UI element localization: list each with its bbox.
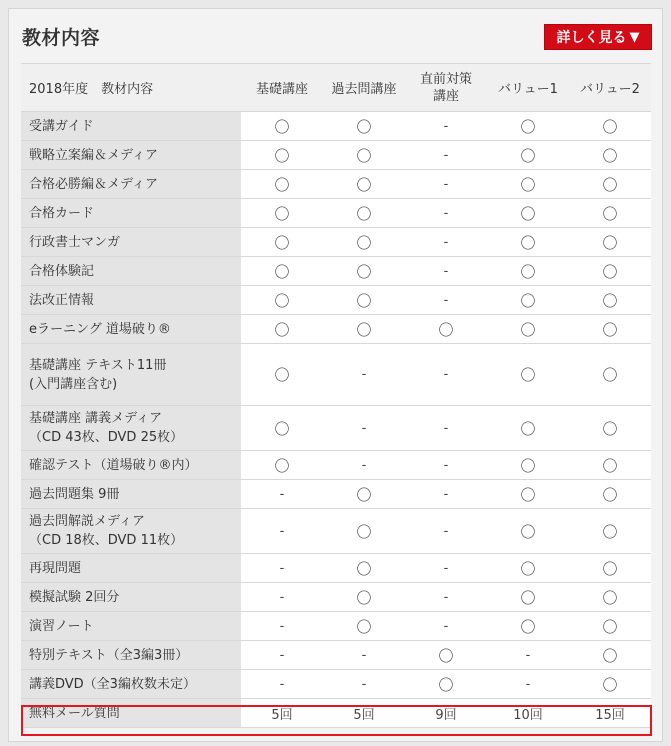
row-value: - [405,286,487,315]
table-row [21,451,651,480]
row-value: 〇 [569,612,651,641]
triangle-down-icon: ▼ [629,29,640,45]
row-value: 〇 [487,286,569,315]
row-value: 〇 [323,199,405,228]
row-value: 〇 [323,257,405,286]
row-value: 〇 [323,612,405,641]
row-value: - [405,228,487,257]
row-value: 〇 [487,228,569,257]
row-value: - [405,612,487,641]
row-value: 〇 [405,670,487,699]
table-header-row [21,64,651,112]
row-value: - [241,670,323,699]
row-value: 〇 [569,228,651,257]
row-value: 〇 [241,257,323,286]
row-value: - [405,509,487,554]
row-value: 〇 [323,480,405,509]
row-value: 〇 [241,112,323,141]
row-value: - [405,583,487,612]
row-value: 〇 [241,199,323,228]
table-row [21,170,651,199]
row-value: - [487,670,569,699]
table-row [21,480,651,509]
materials-panel [8,8,663,742]
row-value: 〇 [241,228,323,257]
row-value: 〇 [487,480,569,509]
table-row [21,406,651,451]
row-value: 〇 [323,583,405,612]
row-value: - [405,170,487,199]
row-value: 〇 [569,344,651,406]
row-value: 〇 [487,612,569,641]
row-value: 〇 [569,257,651,286]
row-value: 〇 [569,554,651,583]
row-value: 〇 [487,257,569,286]
row-value: 〇 [323,170,405,199]
row-label: 模擬試験 2回分 [21,583,241,612]
row-value: 〇 [241,141,323,170]
row-value: 〇 [487,315,569,344]
row-value: 〇 [487,141,569,170]
row-value: 〇 [487,406,569,451]
row-value: 〇 [569,583,651,612]
row-label: eラーニング 道場破り® [21,315,241,344]
row-value: - [241,554,323,583]
column-header: バリュー1 [487,64,569,112]
table-row [21,344,651,406]
table-row [21,583,651,612]
row-value: 15回 [569,699,651,728]
row-value: 5回 [241,699,323,728]
row-value: - [405,554,487,583]
row-value: 〇 [569,141,651,170]
row-label: 確認テスト（道場破り®内） [21,451,241,480]
row-value: 〇 [323,315,405,344]
row-value: 〇 [323,228,405,257]
row-value: 〇 [323,509,405,554]
row-value: - [241,480,323,509]
table-row [21,554,651,583]
row-label: 合格必勝編＆メディア [21,170,241,199]
column-header: バリュー2 [569,64,651,112]
row-value: 〇 [241,170,323,199]
row-value: - [405,112,487,141]
row-value: - [323,406,405,451]
row-value: 〇 [487,554,569,583]
table-row [21,228,651,257]
row-value: 〇 [487,170,569,199]
row-label: 講義DVD（全3編枚数未定） [21,670,241,699]
row-value: 〇 [569,451,651,480]
row-value: - [241,612,323,641]
row-value: - [323,451,405,480]
row-value: - [323,344,405,406]
table-row [21,641,651,670]
row-value: 〇 [487,583,569,612]
row-value: 〇 [487,199,569,228]
row-label: 過去問解説メディア （CD 18枚、DVD 11枚） [21,509,241,554]
row-label: 行政書士マンガ [21,228,241,257]
row-value: - [405,141,487,170]
row-value: 〇 [569,670,651,699]
row-value: 〇 [405,315,487,344]
table-row [21,699,651,728]
table-row [21,141,651,170]
row-value: 〇 [241,315,323,344]
row-label: 再現問題 [21,554,241,583]
row-value: - [405,480,487,509]
row-value: - [405,406,487,451]
column-header: 2018年度 教材内容 [21,64,241,112]
row-value: 〇 [487,112,569,141]
row-value: 5回 [323,699,405,728]
row-label: 基礎講座 テキスト11冊 (入門講座含む) [21,344,241,406]
row-value: 〇 [241,406,323,451]
row-value: - [323,641,405,670]
column-header: 基礎講座 [241,64,323,112]
row-value: 〇 [569,170,651,199]
row-value: 10回 [487,699,569,728]
row-value: - [323,670,405,699]
row-value: 〇 [323,141,405,170]
row-value: 9回 [405,699,487,728]
table-row [21,112,651,141]
row-value: - [405,199,487,228]
row-label: 合格体験記 [21,257,241,286]
table-row [21,509,651,554]
row-label: 基礎講座 講義メディア （CD 43枚、DVD 25枚） [21,406,241,451]
row-value: 〇 [487,509,569,554]
row-value: 〇 [569,199,651,228]
details-button[interactable] [544,24,652,50]
row-value: 〇 [323,554,405,583]
table-row [21,199,651,228]
row-value: - [405,257,487,286]
row-value: 〇 [487,451,569,480]
row-label: 受講ガイド [21,112,241,141]
row-value: 〇 [323,286,405,315]
table-row [21,315,651,344]
row-value: - [405,451,487,480]
row-value: - [241,509,323,554]
row-value: 〇 [241,286,323,315]
row-value: - [241,583,323,612]
row-label: 演習ノート [21,612,241,641]
row-value: 〇 [569,406,651,451]
row-value: 〇 [569,315,651,344]
row-value: 〇 [241,344,323,406]
row-value: 〇 [569,641,651,670]
column-header: 過去問講座 [323,64,405,112]
row-label: 無料メール質問 [21,699,241,728]
row-value: - [487,641,569,670]
row-label: 特別テキスト（全3編3冊） [21,641,241,670]
row-label: 過去問題集 9冊 [21,480,241,509]
table-row [21,257,651,286]
materials-table [21,63,651,728]
row-value: 〇 [241,451,323,480]
row-value: - [405,344,487,406]
table-row [21,612,651,641]
row-value: - [241,641,323,670]
column-header: 直前対策 講座 [405,64,487,112]
row-value: 〇 [405,641,487,670]
row-label: 戦略立案編＆メディア [21,141,241,170]
row-label: 合格カード [21,199,241,228]
row-value: 〇 [569,480,651,509]
row-value: 〇 [487,344,569,406]
panel-title: 教材内容 [22,27,101,49]
row-value: 〇 [569,509,651,554]
details-button-label: 詳しく見る [556,30,627,46]
row-value: 〇 [323,112,405,141]
table-row [21,286,651,315]
table-row [21,670,651,699]
row-label: 法改正情報 [21,286,241,315]
row-value: 〇 [569,112,651,141]
row-value: 〇 [569,286,651,315]
